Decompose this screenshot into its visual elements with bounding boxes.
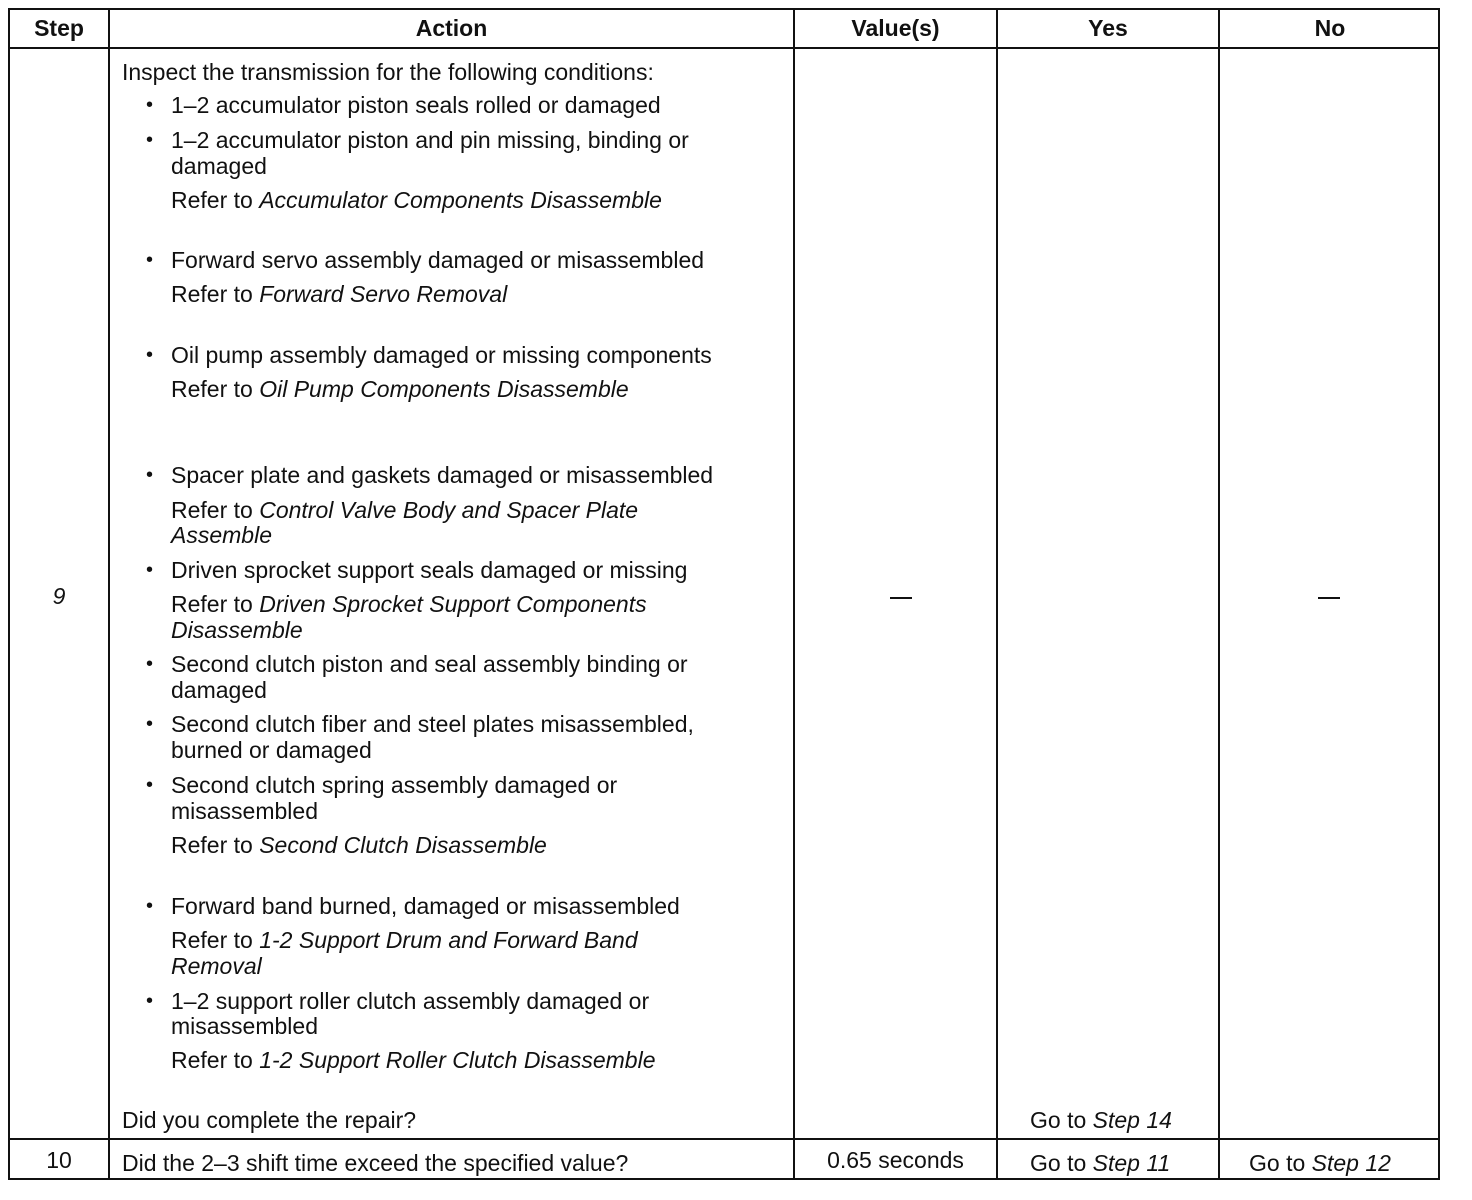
refer-line: Refer to 1-2 Support Drum and Forward Band — [171, 927, 638, 953]
step-link[interactable]: Step 12 — [1311, 1150, 1391, 1176]
row9-value-dash — [890, 597, 912, 599]
row9-yes: Go to Step 14 — [1030, 1107, 1172, 1133]
refer-link[interactable]: Forward Servo Removal — [259, 281, 508, 307]
bullet-icon: • — [146, 344, 154, 366]
row10-value: 0.65 seconds — [827, 1146, 964, 1173]
refer-line: Refer to Control Valve Body and Spacer Plate — [171, 497, 639, 523]
list-item: misassembled — [171, 1013, 318, 1039]
bullet-icon: • — [146, 249, 154, 271]
bullet-icon: • — [146, 464, 154, 486]
list-item: Spacer plate and gaskets damaged or misassembled — [171, 462, 714, 488]
row9-question: Did you complete the repair? — [122, 1107, 417, 1133]
header-values: Value(s) — [851, 14, 940, 41]
bullet-icon: • — [146, 713, 154, 735]
step-link[interactable]: Step 14 — [1092, 1107, 1172, 1133]
list-item: burned or damaged — [171, 737, 372, 763]
header-yes: Yes — [1088, 14, 1128, 41]
list-item: damaged — [171, 153, 267, 179]
bullet-icon: • — [146, 774, 154, 796]
refer-line: Refer to 1-2 Support Roller Clutch Disassemble — [171, 1047, 656, 1073]
header-no: No — [1314, 14, 1346, 41]
row9-intro: Inspect the transmission for the following conditions: — [122, 59, 654, 85]
refer-link[interactable]: Second Clutch Disassemble — [259, 832, 547, 858]
header-action: Action — [415, 14, 488, 41]
row-divider — [8, 1138, 1440, 1140]
refer-line: Refer to Oil Pump Components Disassemble — [171, 376, 629, 402]
list-item: 1–2 accumulator piston and pin missing, binding or — [171, 127, 689, 153]
row10-yes: Go to Step 11 — [1030, 1150, 1171, 1176]
refer-link[interactable]: 1-2 Support Roller Clutch Disassemble — [259, 1047, 656, 1073]
list-item: Second clutch spring assembly damaged or — [171, 772, 618, 798]
list-item: Second clutch fiber and steel plates misassembled, — [171, 711, 694, 737]
row10-step: 10 — [46, 1146, 72, 1173]
refer-link[interactable]: Driven Sprocket Support Components — [259, 591, 647, 617]
bullet-icon: • — [146, 990, 154, 1012]
bullet-icon: • — [146, 653, 154, 675]
refer-link[interactable]: Oil Pump Components Disassemble — [259, 376, 629, 402]
step-link[interactable]: Step 11 — [1092, 1150, 1171, 1176]
refer-link[interactable]: Removal — [171, 953, 262, 979]
column-divider — [793, 8, 795, 1180]
row10-action: Did the 2–3 shift time exceed the specified value? — [122, 1150, 629, 1176]
list-item: 1–2 support roller clutch assembly damaged or — [171, 988, 650, 1014]
refer-link[interactable]: Control Valve Body and Spacer Plate — [259, 497, 639, 523]
list-item: Second clutch piston and seal assembly binding or — [171, 651, 688, 677]
refer-link[interactable]: Disassemble — [171, 617, 303, 643]
refer-link[interactable]: Accumulator Components Disassemble — [259, 187, 662, 213]
row9-step: 9 — [52, 582, 66, 609]
bullet-icon: • — [146, 895, 154, 917]
refer-link[interactable]: Assemble — [171, 522, 272, 548]
bullet-icon: • — [146, 559, 154, 581]
column-divider — [1218, 8, 1220, 1180]
refer-line: Refer to Accumulator Components Disassemble — [171, 187, 662, 213]
list-item: 1–2 accumulator piston seals rolled or damaged — [171, 92, 661, 118]
bullet-icon: • — [146, 94, 154, 116]
column-divider — [108, 8, 110, 1180]
refer-line: Refer to Forward Servo Removal — [171, 281, 508, 307]
refer-line: Refer to Second Clutch Disassemble — [171, 832, 547, 858]
list-item: damaged — [171, 677, 267, 703]
list-item: Driven sprocket support seals damaged or missing — [171, 557, 688, 583]
list-item: misassembled — [171, 798, 318, 824]
header-step: Step — [34, 14, 84, 41]
list-item: Forward band burned, damaged or misassembled — [171, 893, 680, 919]
bullet-icon: • — [146, 129, 154, 151]
refer-line: Refer to Driven Sprocket Support Components — [171, 591, 647, 617]
row9-no-dash — [1318, 597, 1340, 599]
list-item: Forward servo assembly damaged or misassembled — [171, 247, 705, 273]
refer-link[interactable]: 1-2 Support Drum and Forward Band — [259, 927, 638, 953]
list-item: Oil pump assembly damaged or missing components — [171, 342, 712, 368]
column-divider — [996, 8, 998, 1180]
row10-no: Go to Step 12 — [1249, 1150, 1391, 1176]
